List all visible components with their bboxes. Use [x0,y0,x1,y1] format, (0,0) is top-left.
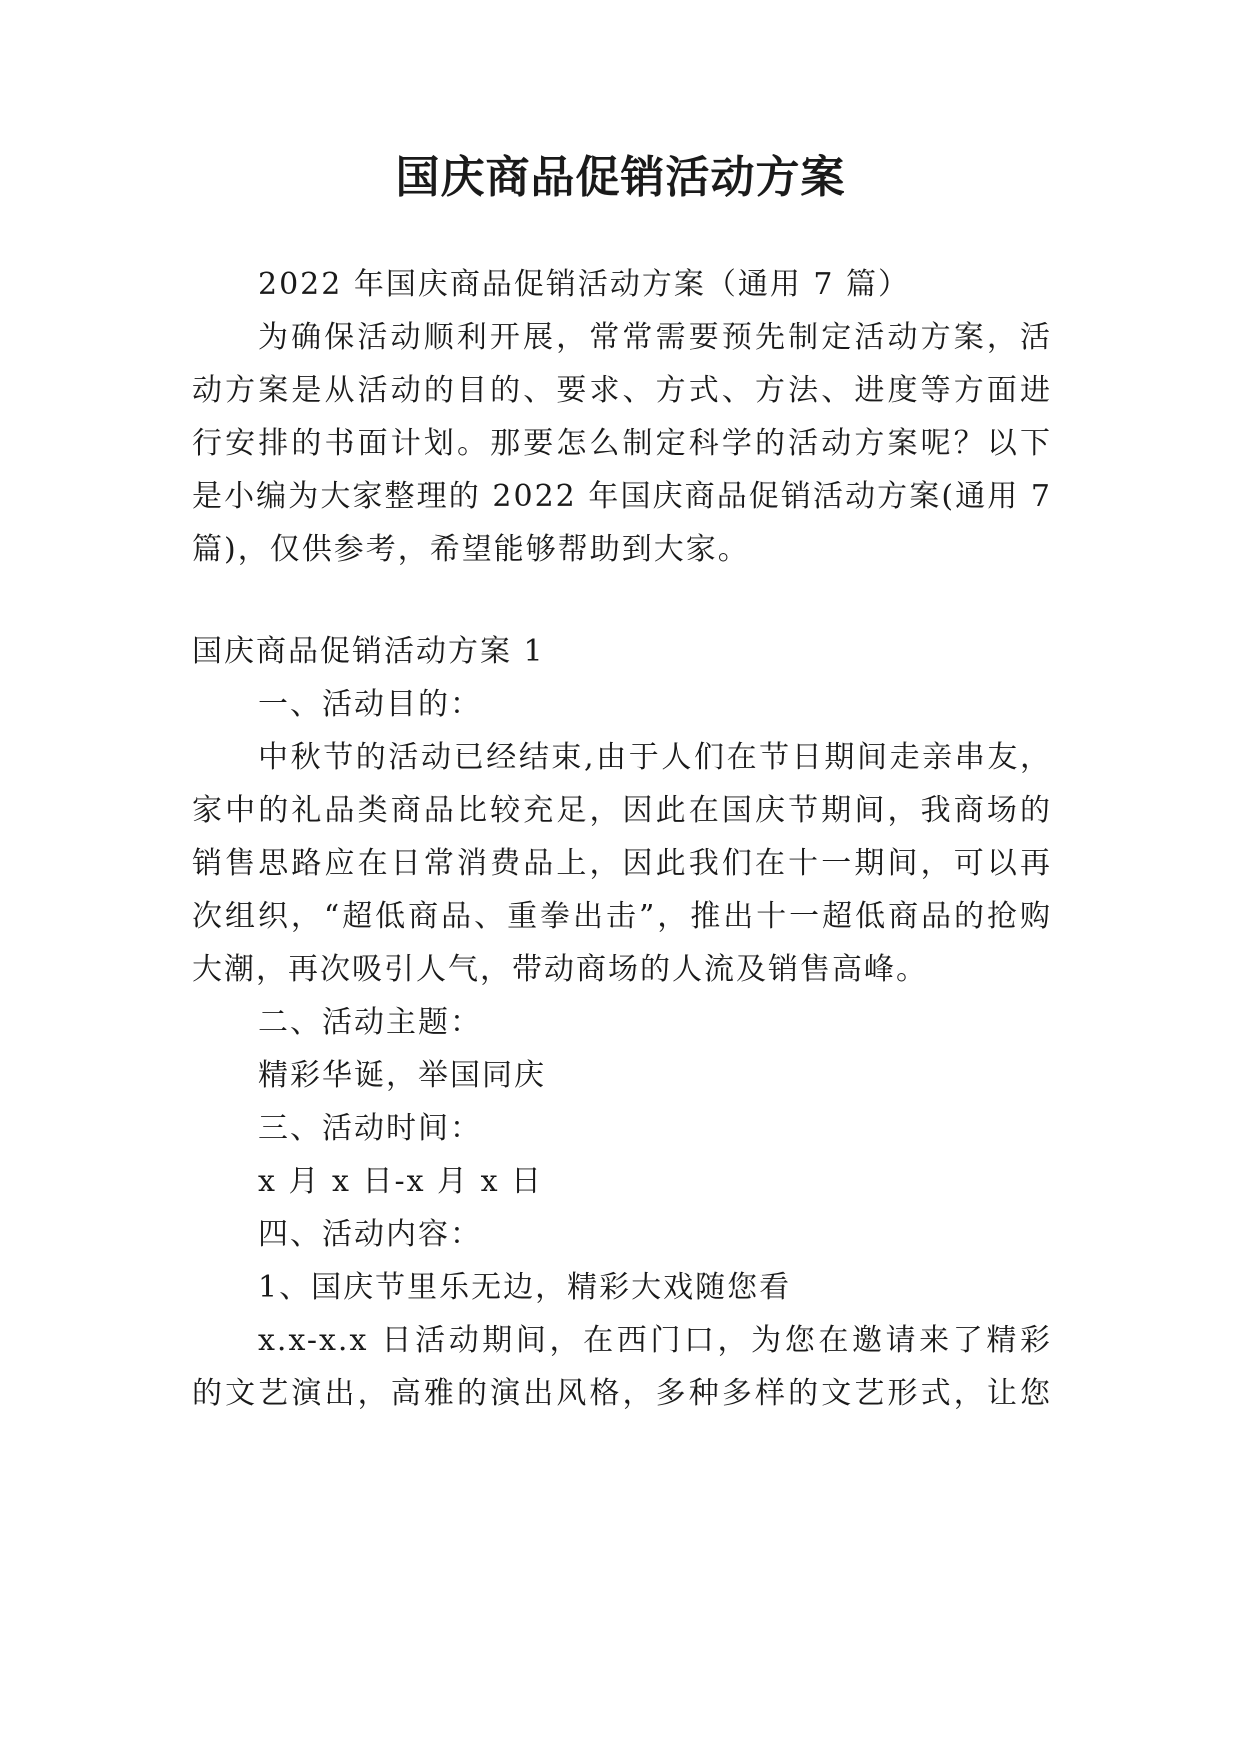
paragraph-line: 为确保活动顺利开展，常常需要预先制定活动方案，活 [258,320,1052,355]
paragraph-line: x 月 x 日-x 月 x 日 [258,1164,544,1199]
paragraph-line: 1、国庆节里乐无边，精彩大戏随您看 [258,1270,792,1305]
paragraph-line: 次组织，“超低商品、重拳出击”，推出十一超低商品的抢购 [192,899,1052,934]
paragraph-line: 的文艺演出，高雅的演出风格，多种多样的文艺形式，让您 [192,1376,1052,1411]
subheading: 一、活动目的： [258,687,482,722]
paragraph-line: 动方案是从活动的目的、要求、方式、方法、进度等方面进 [192,373,1052,408]
paragraph-line: 篇)，仅供参考，希望能够帮助到大家。 [192,532,750,567]
section-heading: 国庆商品促销活动方案 1 [192,634,545,669]
subheading: 四、活动内容： [258,1217,482,1252]
subheading: 二、活动主题： [258,1005,482,1040]
document-title: 国庆商品促销活动方案 [395,152,846,203]
subtitle-line: 2022 年国庆商品促销活动方案（通用 7 篇） [258,267,911,302]
paragraph-line: 是小编为大家整理的 2022 年国庆商品促销活动方案(通用 7 [192,479,1052,514]
paragraph-line: 中秋节的活动已经结束,由于人们在节日期间走亲串友， [258,740,1052,775]
paragraph-line: 销售思路应在日常消费品上，因此我们在十一期间，可以再 [192,846,1052,881]
paragraph-line: 精彩华诞，举国同庆 [258,1058,546,1093]
paragraph-line: 大潮，再次吸引人气，带动商场的人流及销售高峰。 [192,952,928,987]
paragraph-line: 家中的礼品类商品比较充足，因此在国庆节期间，我商场的 [192,793,1052,828]
subheading: 三、活动时间： [258,1111,482,1146]
paragraph-line: 行安排的书面计划。那要怎么制定科学的活动方案呢？以下 [192,426,1052,461]
paragraph-line: x.x-x.x 日活动期间，在西门口，为您在邀请来了精彩 [258,1323,1052,1358]
